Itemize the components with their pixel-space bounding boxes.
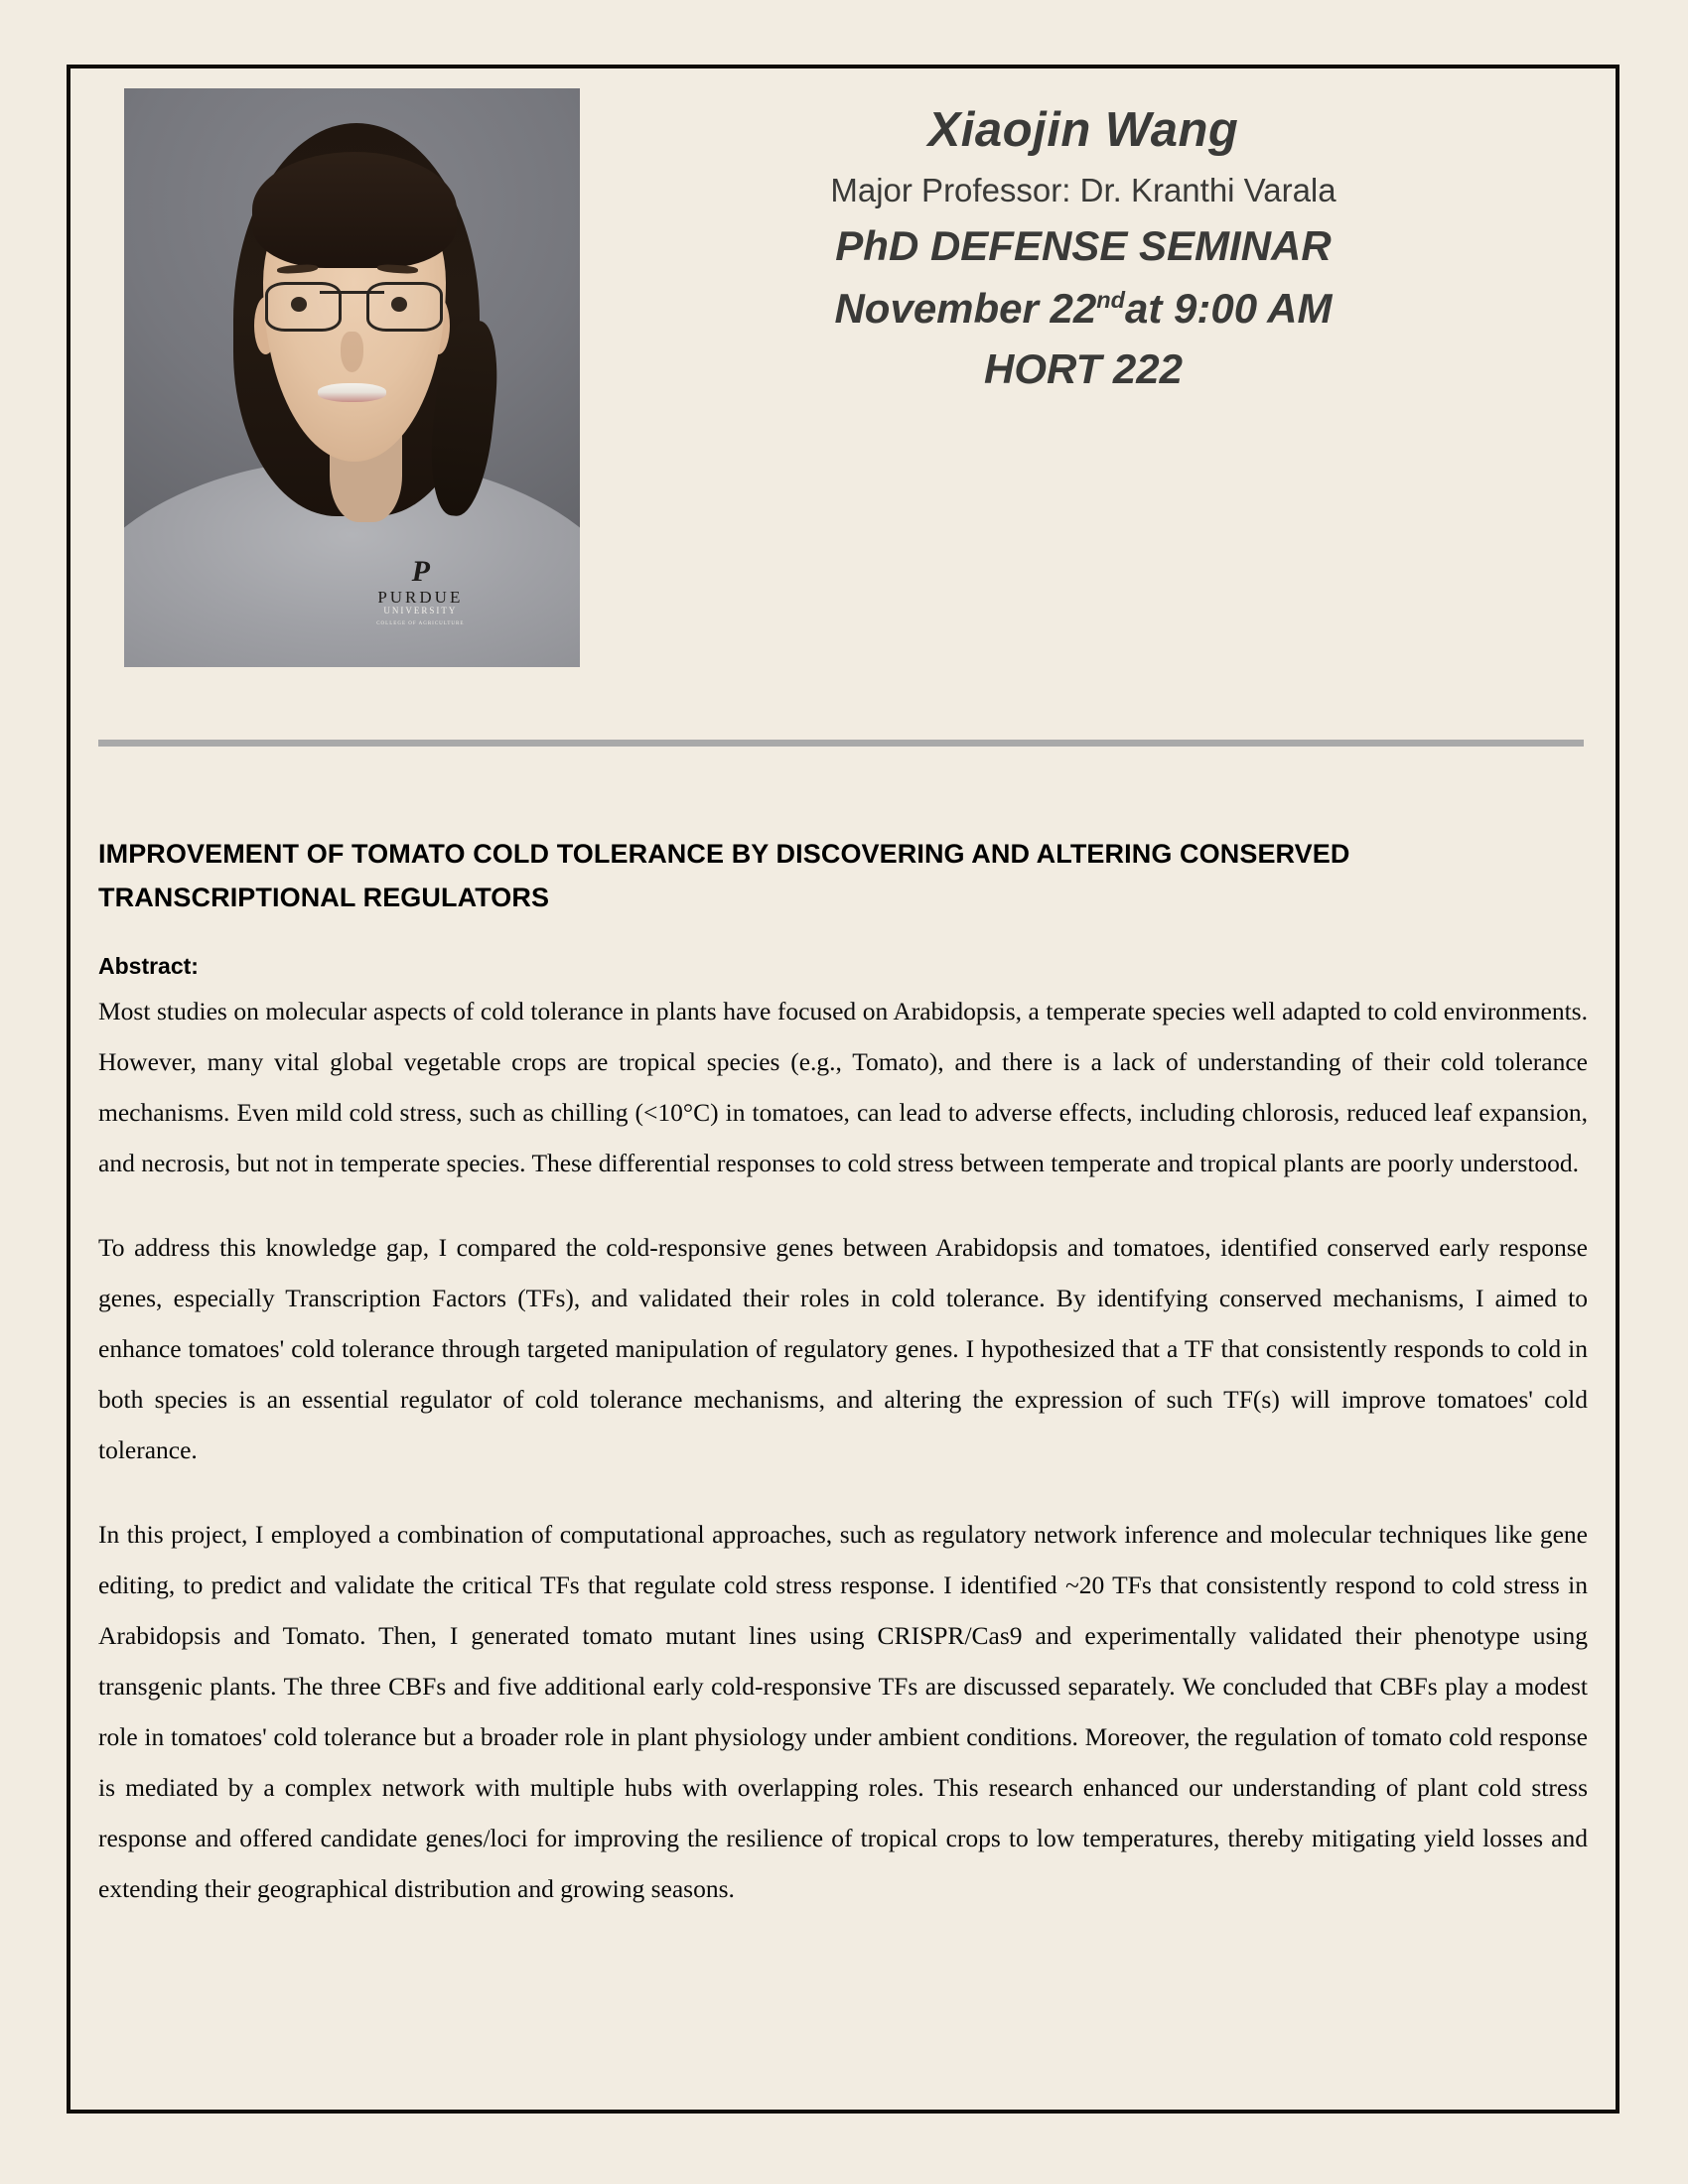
glasses-icon bbox=[265, 282, 443, 332]
presenter-name: Xiaojin Wang bbox=[927, 103, 1239, 157]
event-date-ordinal: nd bbox=[1096, 287, 1125, 314]
purdue-logo bbox=[374, 557, 466, 638]
glasses-bridge bbox=[320, 291, 383, 294]
seminar-flyer-page bbox=[67, 65, 1619, 2114]
abstract-paragraph-3: In this project, I employed a combination of computational approaches, such as regulatory network inference and molecular techniques like gene editing, to predict and validate the critical TFs that regulate cold stress response. I identified ~20 TFs that consistently respond to cold stress in Arabidopsis and Tomato. Then, I generated tomato mutant lines using CRISPR/Cas9 and experimentally validated their phenotype using transgenic plants. The three CBFs and five additional early cold-responsive TFs are discussed separately. We concluded that CBFs play a modest role in tomatoes' cold tolerance but a broader role in plant physiology under ambient conditions. Moreover, the regulation of tomato cold response is mediated by a complex network with multiple hubs with overlapping roles. This research enhanced our understanding of plant cold stress response and offered candidate genes/loci for improving the resilience of tropical crops to low temperatures, thereby mitigating yield losses and extending their geographical distribution and growing seasons. bbox=[98, 1520, 1588, 1904]
purdue-p-mark: P bbox=[411, 555, 429, 589]
abstract-section bbox=[98, 833, 1588, 1940]
photo-nose bbox=[341, 332, 363, 372]
photo-mouth bbox=[318, 383, 386, 402]
abstract-paragraph-2: To address this knowledge gap, I compared the cold-responsive genes between Arabidopsis and tomatoes, identified conserved early response genes, especially Transcription Factors (TFs), and validated their roles in cold tolerance. By identifying conserved mechanisms, I aimed to enhance tomatoes' cold tolerance through targeted manipulation of regulatory genes. I hypothesized that a TF that consistently responds to cold in both species is an essential regulator of cold tolerance mechanisms, and altering the expression of such TF(s) will improve tomatoes' cold tolerance. bbox=[98, 1233, 1588, 1465]
purdue-tagline: COLLEGE OF AGRICULTURE bbox=[376, 621, 465, 627]
glasses-lens-left bbox=[265, 282, 342, 332]
purdue-subtitle: UNIVERSITY bbox=[383, 606, 458, 616]
photo-fringe bbox=[252, 152, 458, 268]
talk-title: IMPROVEMENT OF TOMATO COLD TOLERANCE BY DISCOVERING AND ALTERING CONSERVED TRANSCRIPTIONAL REGULATORS bbox=[98, 839, 1350, 912]
abstract-paragraph-1: Most studies on molecular aspects of cold tolerance in plants have focused on Arabidopsis, a temperate species well adapted to cold environments. However, many vital global vegetable crops are tropical species (e.g., Tomato), and there is a lack of understanding of their cold tolerance mechanisms. Even mild cold stress, such as chilling (<10°C) in tomatoes, can lead to adverse effects, including chlorosis, reduced leaf expansion, and necrosis, but not in temperate species. These differential responses to cold stress between temperate and tropical plants are poorly understood. bbox=[98, 997, 1588, 1178]
purdue-wordmark: PURDUE bbox=[377, 588, 464, 608]
glasses-lens-right bbox=[366, 282, 443, 332]
event-location: HORT 222 bbox=[984, 345, 1183, 393]
abstract-label: Abstract: bbox=[98, 953, 199, 980]
event-date-prefix: November 22 bbox=[834, 285, 1097, 333]
event-datetime bbox=[607, 277, 1560, 340]
seminar-title-block bbox=[607, 102, 1560, 400]
event-time: at 9:00 AM bbox=[1125, 285, 1333, 333]
presenter-photo bbox=[124, 88, 580, 667]
section-divider bbox=[98, 740, 1584, 747]
major-professor: Major Professor: Dr. Kranthi Varala bbox=[830, 171, 1336, 208]
event-type: PhD DEFENSE SEMINAR bbox=[835, 222, 1332, 270]
flyer-header bbox=[70, 68, 1616, 692]
